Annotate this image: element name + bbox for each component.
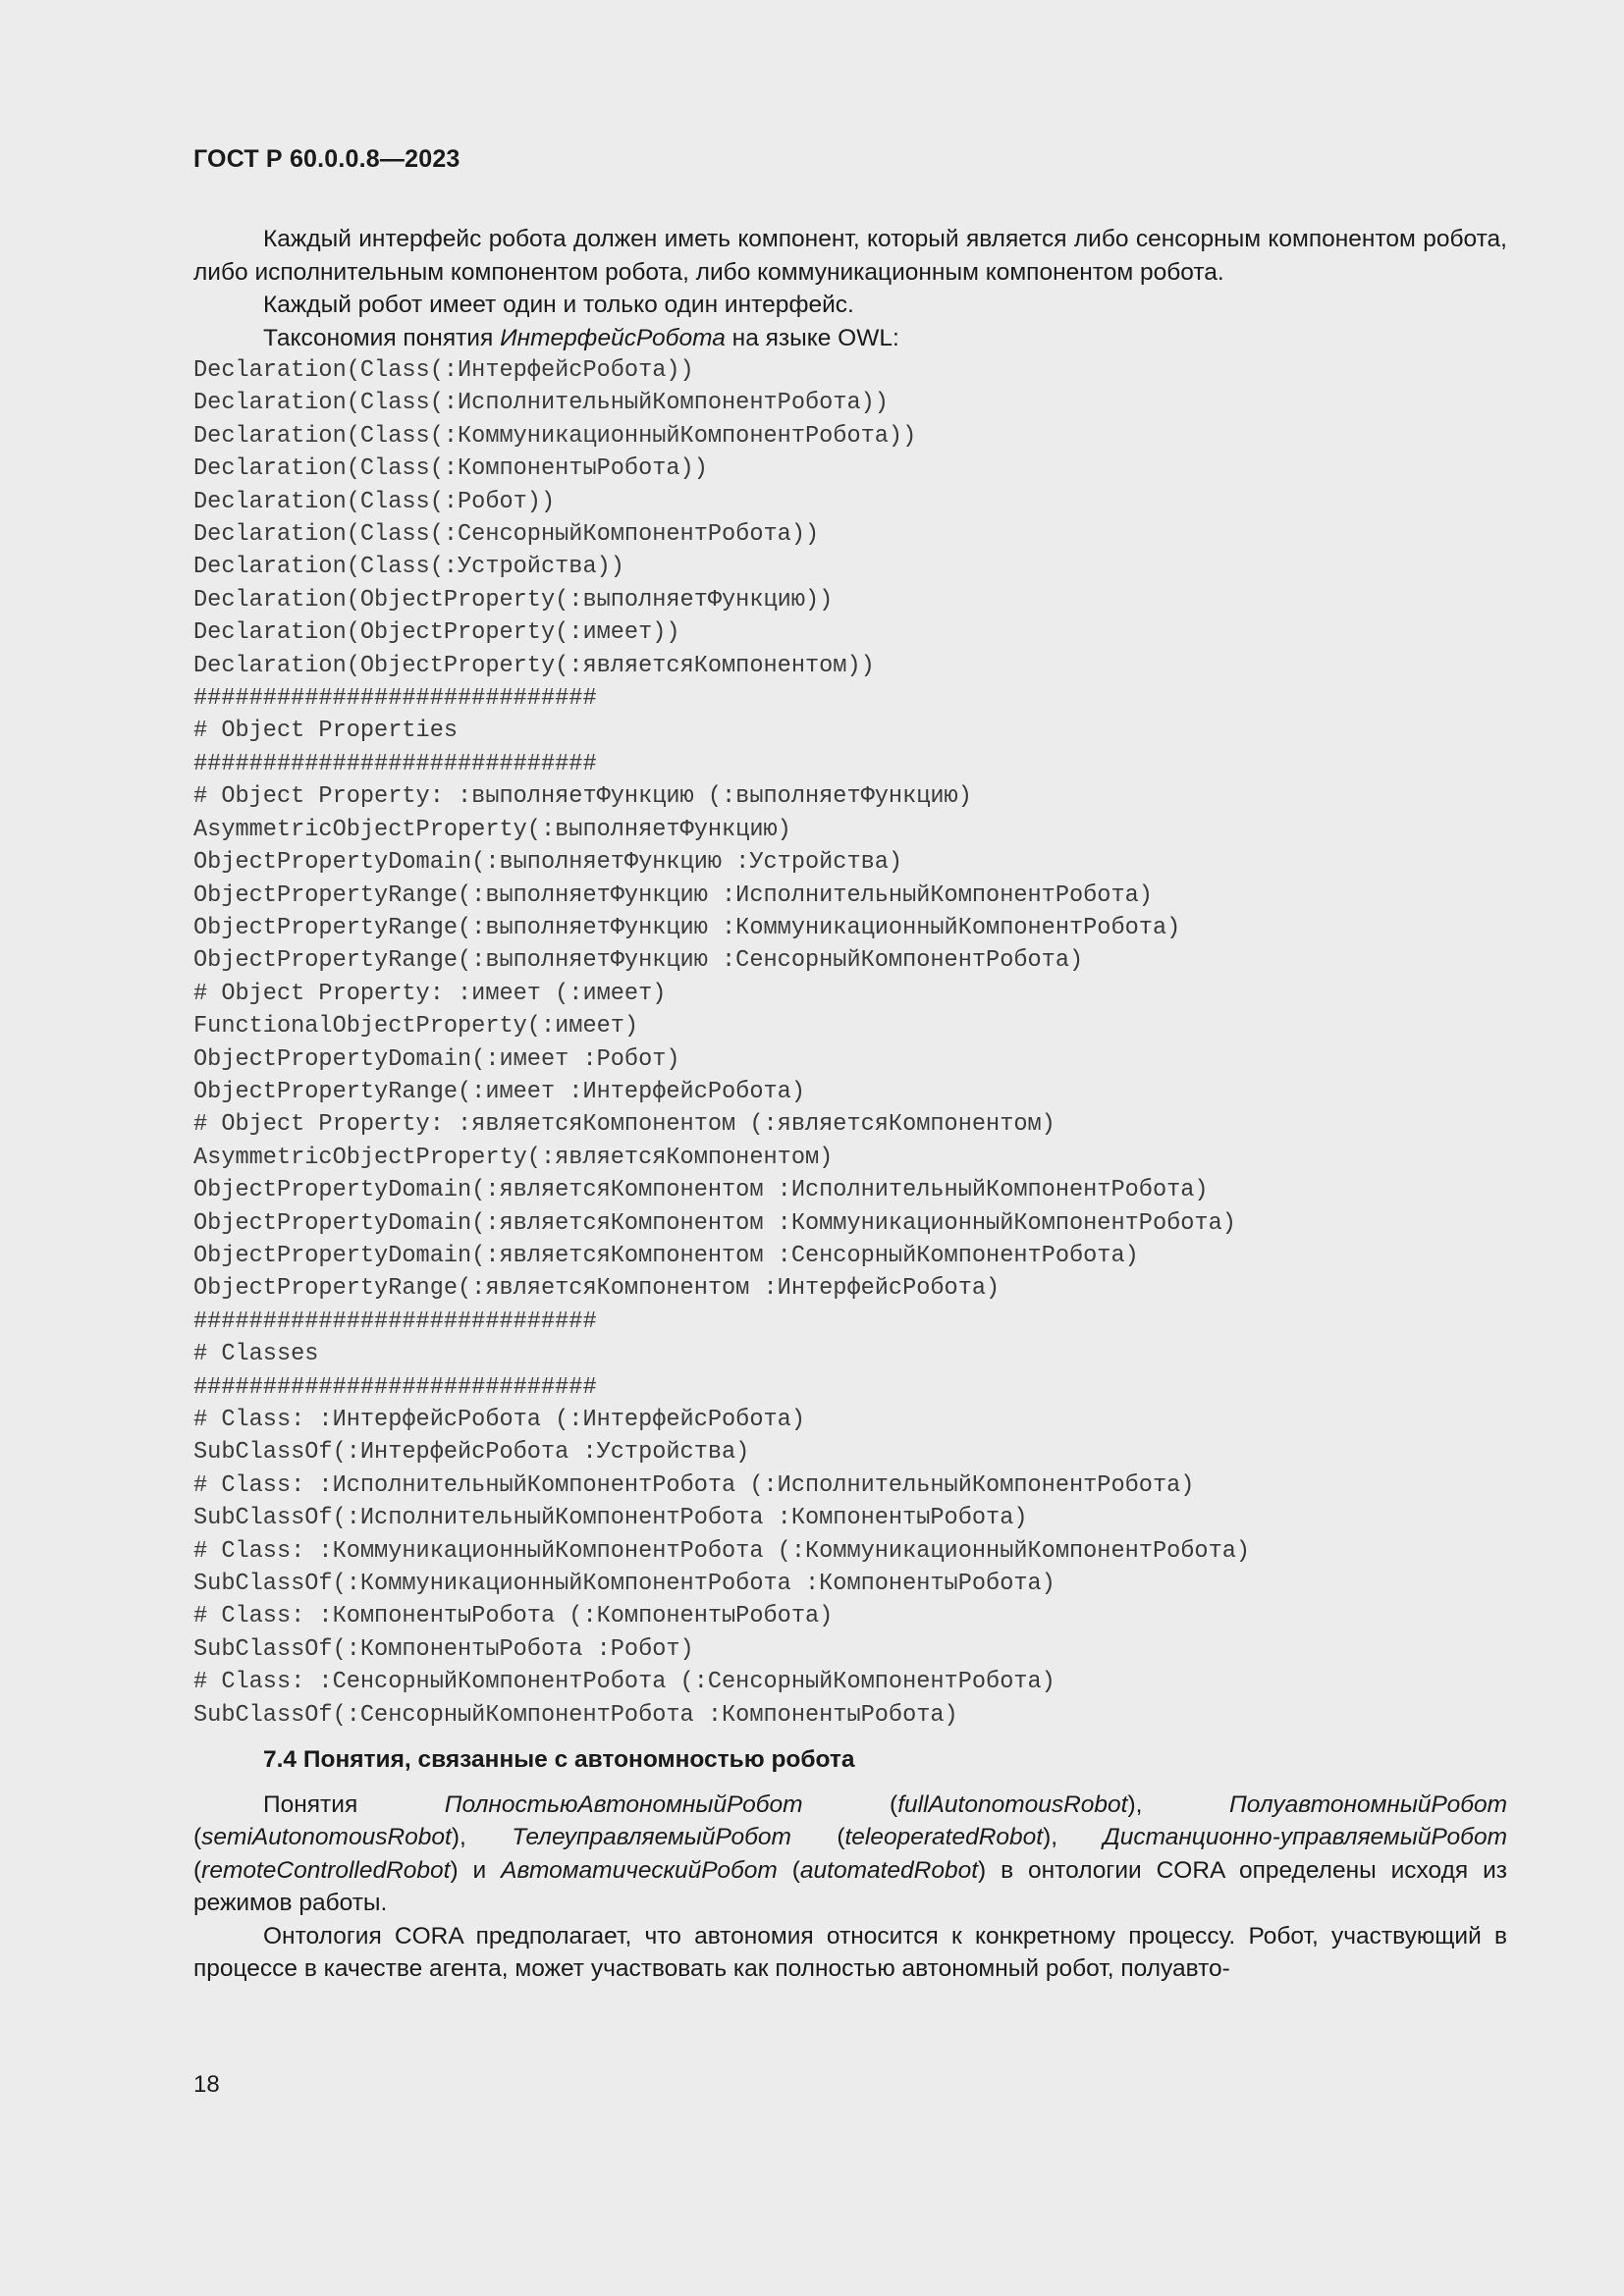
code-line: ObjectPropertyDomain(:являетсяКомпонентом :СенсорныйКомпонентРобота) — [193, 1242, 1139, 1269]
code-line: Declaration(ObjectProperty(:имеет)) — [193, 619, 680, 647]
text-run: Понятия — [263, 1790, 445, 1818]
code-line: FunctionalObjectProperty(:имеет) — [193, 1013, 639, 1041]
term-en-remote-controlled: remoteControlledRobot — [201, 1856, 451, 1884]
term-remote-controlled: Дистанционно-управляемыйРобот — [1103, 1824, 1507, 1851]
code-line: SubClassOf(:ИнтерфейсРобота :Устройства) — [193, 1439, 750, 1467]
code-line: Declaration(ObjectProperty(:выполняетФункцию)) — [193, 586, 834, 614]
code-line: ObjectPropertyDomain(:являетсяКомпонентом :ИсполнительныйКомпонентРобота) — [193, 1177, 1209, 1204]
code-line: Declaration(Class(:ИнтерфейсРобота)) — [193, 357, 694, 384]
text-run: ) и — [450, 1856, 502, 1884]
document-body — [193, 223, 1507, 1986]
page-number: 18 — [193, 2071, 220, 2098]
code-line: ############################# — [193, 1308, 597, 1335]
code-line: ObjectPropertyRange(:выполняетФункцию :КоммуникационныйКомпонентРобота) — [193, 914, 1181, 941]
owl-code-block — [193, 354, 1507, 1732]
cora-paragraph: Онтология CORA предполагает, что автономия относится к конкретному процессу. Робот, участвующий в процессе в качестве агента, может участвовать как полностью автономный робот, полуавто- — [193, 1922, 1507, 1983]
code-line: # Object Property: :являетсяКомпонентом (:являетсяКомпонентом) — [193, 1111, 1056, 1139]
text-run: ), — [1127, 1790, 1229, 1818]
code-line: Declaration(Class(:КоммуникационныйКомпонентРобота)) — [193, 422, 917, 450]
code-line: ObjectPropertyDomain(:являетсяКомпонентом :КоммуникационныйКомпонентРобота) — [193, 1209, 1236, 1237]
code-line: SubClassOf(:КомпонентыРобота :Робот) — [193, 1635, 694, 1663]
taxonomy-paragraph — [193, 322, 1507, 355]
taxonomy-term: ИнтерфейсРобота — [500, 324, 726, 351]
code-line: # Class: :ИсполнительныйКомпонентРобота (:ИсполнительныйКомпонентРобота) — [193, 1471, 1195, 1499]
term-en-teleoperated: teleoperatedRobot — [844, 1824, 1044, 1851]
text-run: ) в онтологии CORA определены исходя из режимов работы. — [193, 1856, 1507, 1917]
code-line: # Classes — [193, 1341, 319, 1368]
autonomy-paragraph — [193, 1789, 1507, 1920]
code-line: AsymmetricObjectProperty(:являетсяКомпонентом) — [193, 1144, 834, 1171]
text-run: ( — [193, 1824, 202, 1851]
term-teleoperated: ТелеуправляемыйРобот — [512, 1824, 791, 1851]
code-line: # Object Properties — [193, 718, 459, 745]
taxonomy-prefix: Таксономия понятия — [263, 324, 501, 351]
code-line: ############################# — [193, 1373, 597, 1401]
section-title: 7.4 Понятия, связанные с автономностью робота — [263, 1746, 855, 1774]
text-run: ), — [451, 1824, 513, 1851]
code-line: # Object Property: :выполняетФункцию (:выполняетФункцию) — [193, 783, 972, 811]
code-line: ObjectPropertyDomain(:выполняетФункцию :Устройства) — [193, 849, 903, 877]
code-line: ObjectPropertyDomain(:имеет :Робот) — [193, 1045, 680, 1073]
term-en-full-autonomous: fullAutonomousRobot — [897, 1790, 1128, 1818]
code-line: SubClassOf(:СенсорныйКомпонентРобота :КомпонентыРобота) — [193, 1701, 958, 1729]
term-en-semi-autonomous: semiAutonomousRobot — [201, 1824, 452, 1851]
code-line: AsymmetricObjectProperty(:выполняетФункцию) — [193, 816, 791, 843]
code-line: SubClassOf(:ИсполнительныйКомпонентРобота :КомпонентыРобота) — [193, 1505, 1028, 1532]
code-line: ObjectPropertyRange(:выполняетФункцию :ИсполнительныйКомпонентРобота) — [193, 881, 1153, 909]
code-line: ############################# — [193, 685, 597, 713]
code-line: # Class: :КоммуникационныйКомпонентРобота (:КоммуникационныйКомпонентРобота) — [193, 1537, 1251, 1565]
code-line: Declaration(Class(:ИсполнительныйКомпонентРобота)) — [193, 390, 889, 417]
text-run: ( — [193, 1856, 202, 1884]
code-line: # Class: :СенсорныйКомпонентРобота (:СенсорныйКомпонентРобота) — [193, 1669, 1056, 1696]
code-line: Declaration(Class(:КомпонентыРобота)) — [193, 455, 708, 483]
text-run: ( — [777, 1856, 800, 1884]
code-line: # Class: :КомпонентыРобота (:КомпонентыРобота) — [193, 1603, 834, 1630]
text-run: ( — [790, 1824, 845, 1851]
document-header: ГОСТ Р 60.0.0.8—2023 — [193, 145, 460, 173]
code-line: Declaration(Class(:СенсорныйКомпонентРобота)) — [193, 521, 820, 549]
term-automated: АвтоматическийРобот — [501, 1856, 778, 1884]
term-semi-autonomous: ПолуавтономныйРобот — [1228, 1790, 1508, 1818]
code-line: Declaration(Class(:Устройства)) — [193, 554, 624, 581]
taxonomy-suffix: на языке OWL: — [725, 324, 899, 351]
term-en-automated: automatedRobot — [799, 1856, 979, 1884]
code-line: ObjectPropertyRange(:выполняетФункцию :СенсорныйКомпонентРобота) — [193, 947, 1084, 975]
code-line: Declaration(ObjectProperty(:являетсяКомпонентом)) — [193, 652, 875, 679]
code-line: # Object Property: :имеет (:имеет) — [193, 980, 667, 1007]
code-line: ############################# — [193, 750, 597, 777]
code-line: SubClassOf(:КоммуникационныйКомпонентРобота :КомпонентыРобота) — [193, 1571, 1056, 1598]
term-full-autonomous: ПолностьюАвтономныйРобот — [444, 1790, 803, 1818]
code-line: Declaration(Class(:Робот)) — [193, 488, 556, 515]
text-run: ), — [1043, 1824, 1104, 1851]
code-line: ObjectPropertyRange(:имеет :ИнтерфейсРобота) — [193, 1078, 805, 1105]
code-line: ObjectPropertyRange(:являетсяКомпонентом :ИнтерфейсРобота) — [193, 1275, 1001, 1303]
text-run: ( — [802, 1790, 898, 1818]
intro-paragraph-2: Каждый робот имеет один и только один интерфейс. — [263, 292, 854, 318]
code-line: # Class: :ИнтерфейсРобота (:ИнтерфейсРобота) — [193, 1407, 805, 1433]
intro-paragraph-1: Каждый интерфейс робота должен иметь компонент, который является либо сенсорным компонентом робота, либо исполнительным компонентом робота, либо коммуникационным компонентом робота. — [193, 226, 1507, 286]
